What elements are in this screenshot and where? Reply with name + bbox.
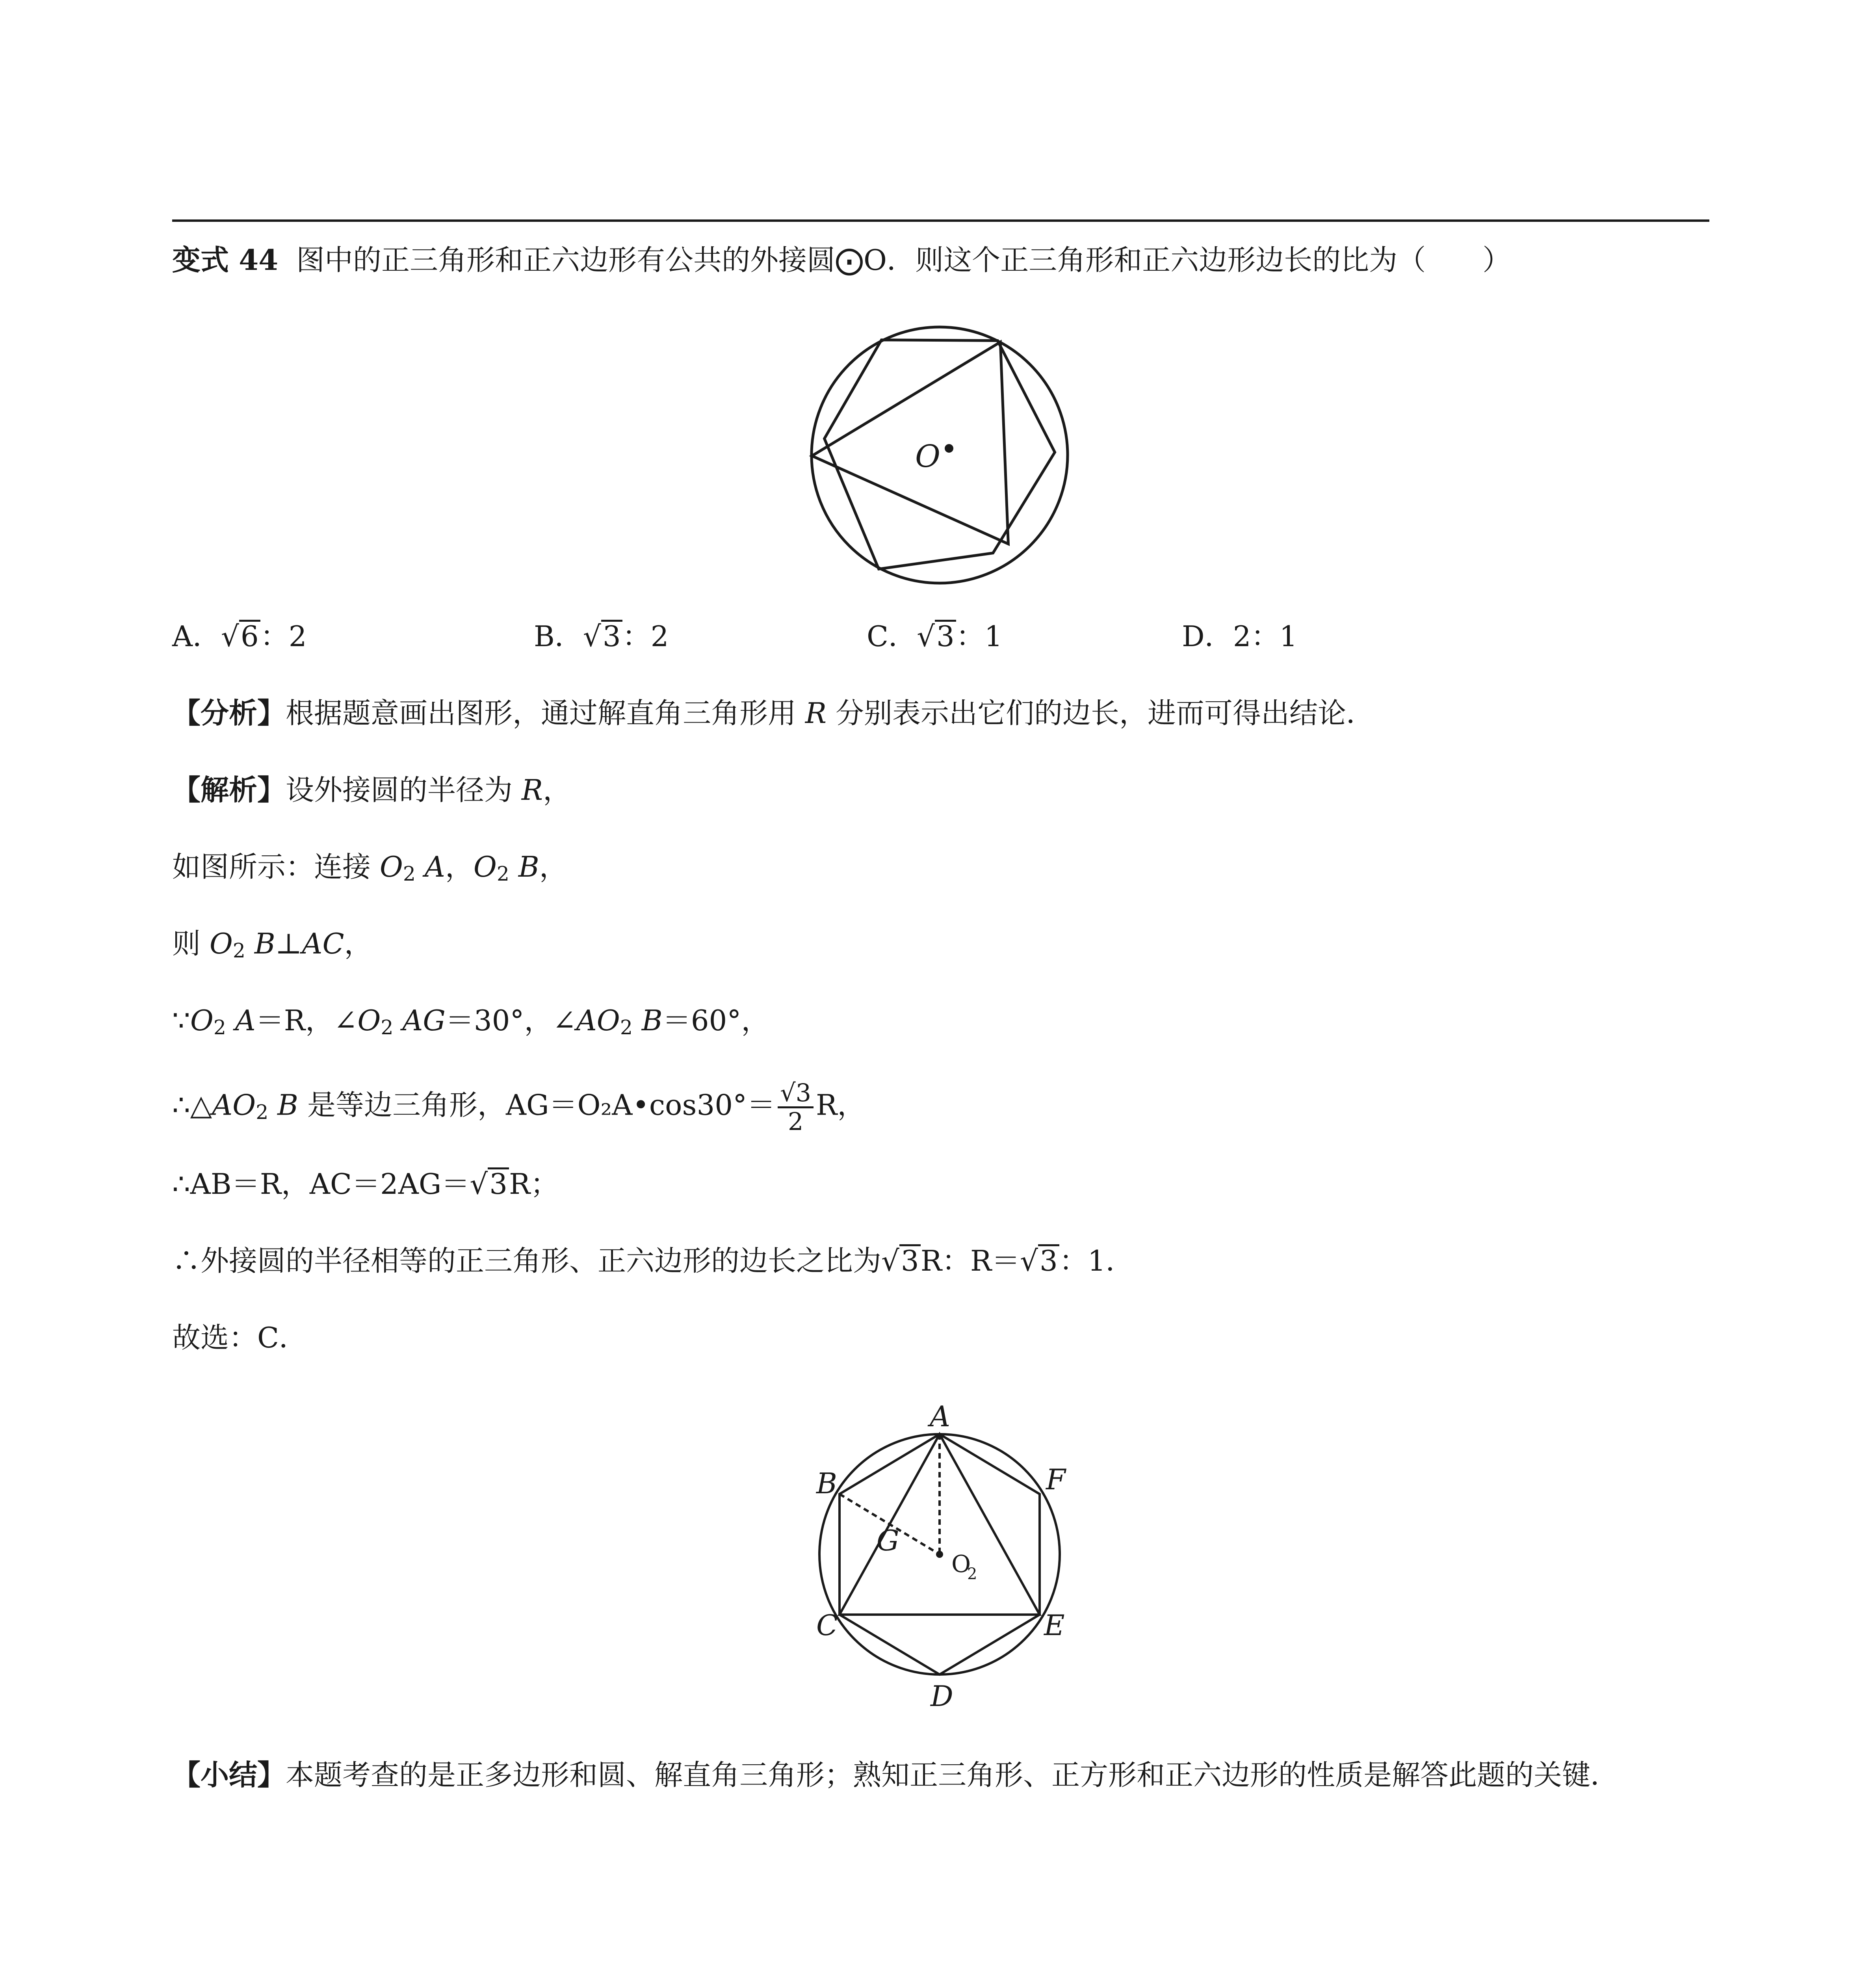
solution-line-6: ∴外接圆的半径相等的正三角形、正六边形的边长之比为√3R：R＝√3：1．: [172, 1241, 1134, 1280]
option-a[interactable]: A．√6：2: [172, 617, 307, 656]
option-c[interactable]: C．√3：1: [867, 617, 1003, 656]
fig2-label-e: E: [1044, 1609, 1065, 1642]
solution-line-3: $\because O_2$ A＝R，$\angle O_2$ AG＝30°，$\angle AO_2$ B＝60°，: [172, 1004, 770, 1039]
sqrt-sign: √3: [881, 1241, 921, 1280]
fig2-label-c: C: [816, 1609, 838, 1642]
fig2-label-g: G: [877, 1524, 899, 1557]
fig2-center-dot: [936, 1551, 943, 1558]
option-b[interactable]: B．√3：2: [534, 617, 669, 656]
solution-choice: 故选：C．: [172, 1321, 308, 1354]
solution-line-2: 则 $O_2$ B⊥AC，: [172, 927, 373, 963]
summary-tag: 【小结】: [172, 1758, 286, 1792]
sqrt-sign: √3: [917, 617, 956, 656]
analysis-tag: 【分析】: [172, 696, 286, 730]
figure-labeled-hexagon: [792, 1395, 1091, 1718]
problem-stem: [172, 240, 1511, 280]
fig2-label-o2-sub: 2: [967, 1565, 977, 1583]
option-d[interactable]: D．2：1: [1182, 620, 1298, 653]
top-rule: [172, 219, 1709, 222]
solution-line-1: 如图所示：连接 $O_2$ A，$O_2$ B，: [172, 850, 568, 886]
solution-tag: 【解析】: [172, 773, 286, 807]
fig2-label-d: D: [931, 1680, 953, 1713]
fraction-sqrt3-over-2: $\frac{√3}{2}$: [778, 1080, 814, 1135]
sqrt-sign: √6: [221, 617, 260, 656]
sqrt-sign: √3: [583, 617, 622, 656]
fig1-center-label: O: [915, 439, 940, 474]
sqrt-sign: √3: [1020, 1241, 1059, 1280]
figure-circle-hexagon-triangle: [804, 319, 1075, 591]
fig2-label-b: B: [816, 1467, 837, 1500]
solution-line-4: $\therefore\triangle AO_2$ B 是等边三角形，AG＝O₂A•cos30°＝ $\frac{√3}{2}$ R，: [172, 1078, 866, 1136]
summary: 【小结】本题考查的是正多边形和圆、解直角三角形；熟知正三角形、正方形和正六边形的性质是解答此题的关键．: [172, 1758, 1619, 1792]
problem-number: 变式 44: [172, 243, 279, 277]
analysis: 【分析】根据题意画出图形，通过解直角三角形用 R 分别表示出它们的边长，进而可得出结论．: [172, 696, 1375, 730]
fig1-center-dot: [945, 444, 953, 453]
fig2-label-o2: O: [951, 1550, 971, 1578]
fig2-label-a: A: [930, 1400, 950, 1433]
problem-text: 图中的正三角形和正六边形有公共的外接圆⨀O．则这个正三角形和正六边形边长的比为（ ）: [296, 243, 1511, 277]
sqrt-sign: √3: [470, 1164, 509, 1204]
fig2-label-f: F: [1046, 1463, 1066, 1496]
solution-intro: 【解析】设外接圆的半径为 R，: [172, 773, 572, 807]
solution-line-5: ∴AB＝R，AC＝2AG＝√3R；: [172, 1164, 559, 1204]
